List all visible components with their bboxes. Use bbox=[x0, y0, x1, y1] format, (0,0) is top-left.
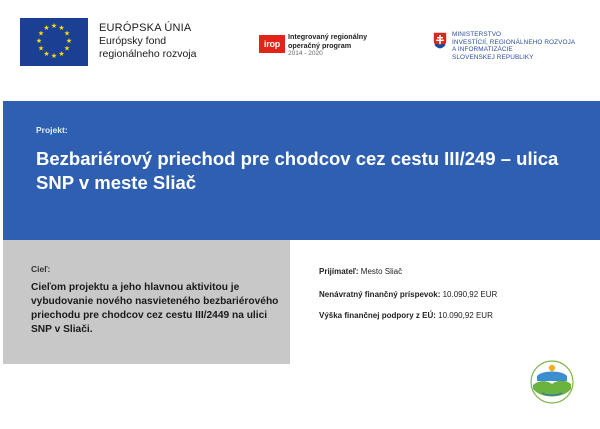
grant-value: 10.090,92 EUR bbox=[442, 290, 498, 299]
irop-years: 2014 - 2020 bbox=[288, 50, 323, 58]
recipient-value: Mesto Sliač bbox=[360, 267, 403, 276]
svg-text:★: ★ bbox=[58, 50, 65, 58]
ministry-line-2: INVESTÍCIÍ, REGIONÁLNEHO ROZVOJA bbox=[452, 38, 576, 46]
svg-text:★: ★ bbox=[65, 37, 73, 45]
recipient-row bbox=[319, 267, 402, 276]
goal-description: Cieľom projektu a jeho hlavnou aktivitou je vybudovanie nového nasvieteného bezbariérového priechodu pre chodcov cez cestu III/2449 na ulici SNP v Sliači. bbox=[31, 282, 279, 335]
svg-text:★: ★ bbox=[43, 24, 50, 32]
grant-row bbox=[319, 290, 497, 299]
slovak-crest-icon bbox=[433, 32, 447, 49]
eu-support-row bbox=[319, 311, 493, 320]
svg-text:★: ★ bbox=[63, 29, 71, 38]
eu-flag-logo bbox=[20, 18, 88, 66]
eu-line-3: regionálneho rozvoja bbox=[99, 48, 197, 60]
project-label: Projekt: bbox=[36, 125, 68, 135]
svg-text:★: ★ bbox=[35, 37, 43, 45]
eu-support-value: 10.090,92 EUR bbox=[438, 311, 493, 320]
eu-stars-icon bbox=[20, 18, 88, 66]
irop-text bbox=[288, 33, 367, 59]
recipient-label: Prijímateľ: bbox=[319, 267, 359, 276]
irop-logo: irop bbox=[259, 35, 285, 53]
svg-text:★: ★ bbox=[37, 29, 45, 38]
ministry-line-3: A INFORMATIZÁCIE bbox=[452, 46, 513, 54]
svg-text:★: ★ bbox=[43, 50, 50, 58]
goal-box bbox=[3, 240, 290, 364]
svg-text:★: ★ bbox=[63, 44, 71, 53]
svg-text:★: ★ bbox=[58, 24, 65, 32]
irop-line-1: Integrovaný regionálny bbox=[288, 32, 368, 41]
irop-line-2: operačný program bbox=[288, 40, 352, 50]
eu-line-1: EURÓPSKA ÚNIA bbox=[99, 22, 192, 34]
project-banner bbox=[3, 101, 600, 240]
town-logo bbox=[528, 359, 576, 405]
goal-label: Cieľ: bbox=[31, 264, 51, 274]
project-title: Bezbariérový priechod pre chodcov cez cestu III/249 – ulica SNP v meste Sliač bbox=[36, 148, 559, 193]
svg-text:★: ★ bbox=[50, 22, 58, 30]
eu-support-label: Výška finančnej podpory z EÚ: bbox=[319, 311, 436, 320]
svg-text:★: ★ bbox=[37, 44, 45, 53]
ministry-line-1: MINISTERSTVO bbox=[452, 31, 502, 38]
svg-text:★: ★ bbox=[50, 52, 58, 60]
eu-fund-text bbox=[99, 22, 196, 61]
ministry-text bbox=[452, 31, 575, 61]
grant-label: Nenávratný finančný príspevok: bbox=[319, 290, 441, 299]
eu-line-2: Európsky fond bbox=[99, 35, 167, 47]
ministry-line-4: SLOVENSKEJ REPUBLIKY bbox=[452, 53, 534, 61]
